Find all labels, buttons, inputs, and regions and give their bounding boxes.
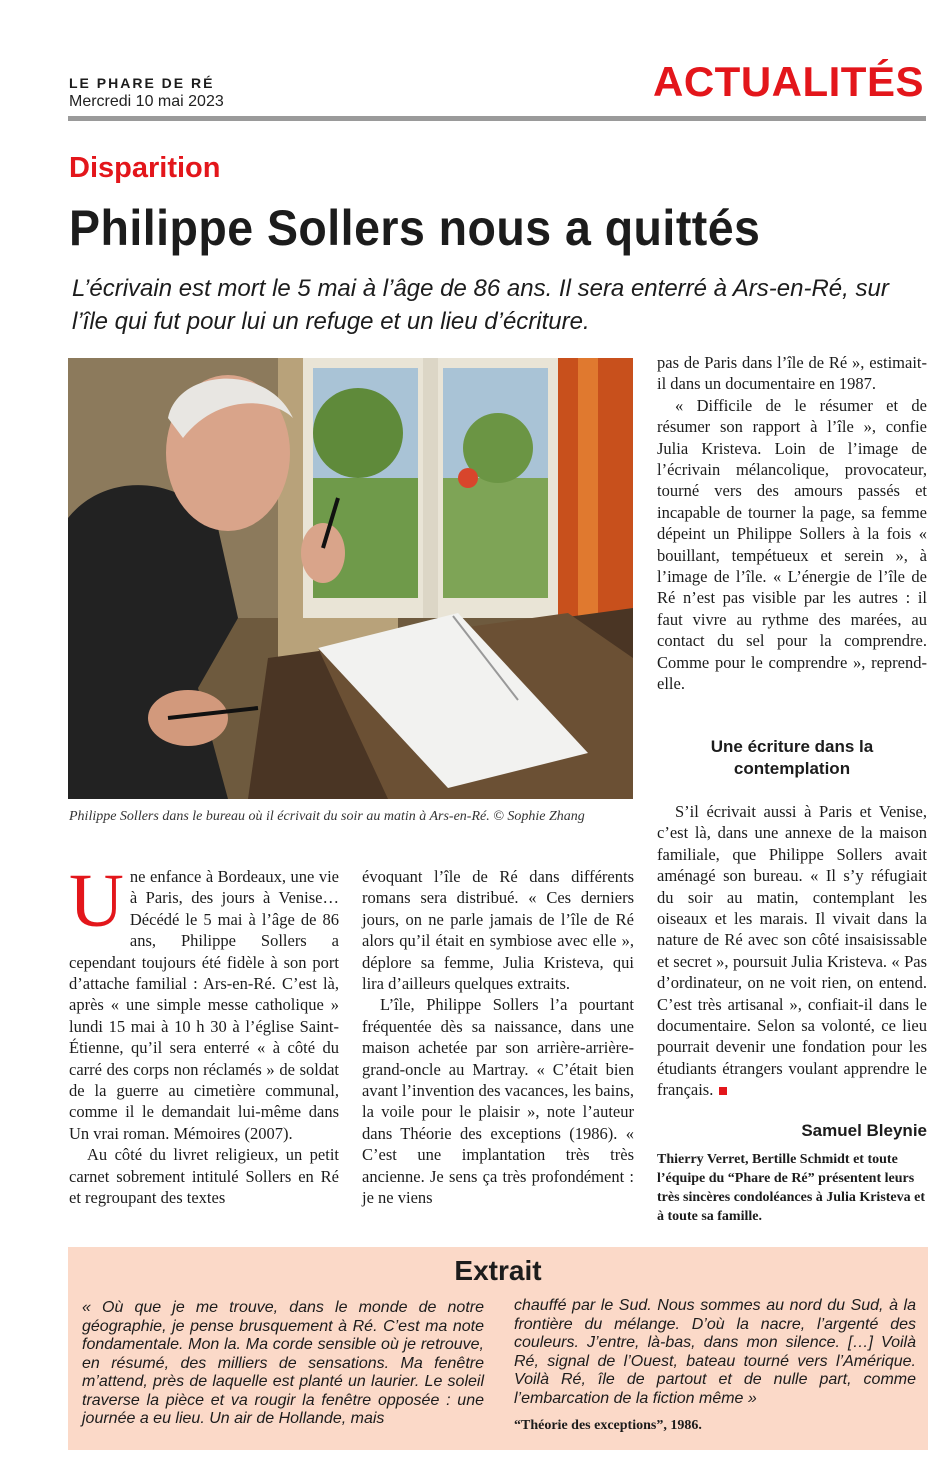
section-title: ACTUALITÉS [653,58,924,105]
article-subheading: Une écriture dans la contemplation [710,737,874,778]
extract-box [68,1247,928,1450]
condolences-note: Thierry Verret, Bertille Schmidt et toute l’équipe du “Phare de Ré” présentent leurs très sincères condoléances à Julia Kristeva et à toute sa famille. [657,1152,926,1224]
article-photo [68,358,633,799]
article-headline: Philippe Sollers nous a quittés [69,200,761,256]
article-paragraph: pas de Paris dans l’île de Ré », estimait-il dans un documentaire en 1987. [657,353,927,394]
article-column-1 [69,859,339,1209]
extract-source: “Théorie des exceptions”, 1986. [514,1418,702,1433]
article-paragraph [69,859,339,1144]
paragraph-text: ne enfance à Bordeaux, une vie à Paris, des jours à Venise… Décédé le 5 mai à l’âge de 86 ans, Philippe Sollers a cependant toujours été fidèle à son port d’attache familial : Ars-en-Ré. C’est là, après « une simple messe catholique » lundi 15 mai à 10 h 30 à l’église Saint-Étienne, qu’il sera enterré « à côté du carré des corps non réclamés » de soldat de la guerre au cimetière communal, comme il le demandait lui-même dans Un vrai roman. Mémoires (2007). [69,867,339,1143]
end-mark-icon [719,1087,727,1095]
article-paragraph: « Difficile de le résumer et de résumer son rapport à l’île », confie Julia Kristeva. Loin de l’image de l’écrivain mélancolique, provocateur, tourné vers des amours passés et incapable de tourner la page, sa femme dépeint un Philippe Sollers à la fois « bouillant, tempétueux et serein », à l’image de l’île. « L’énergie de l’île de Ré n’est pas visible par les autres : il faut vivre au rythme des marées, au contact du sel pour la comprendre. Comme pour le comprendre », reprend-elle. [657,395,927,694]
article-column-3-bottom [657,801,927,1101]
extract-title: Extrait [454,1255,542,1286]
article-paragraph [657,801,927,1101]
article-kicker: Disparition [69,152,221,184]
drop-cap: U [69,859,124,943]
article-paragraph: L’île, Philippe Sollers l’a pourtant fréquentée dès sa naissance, dans une maison achetée par son arrière-arrière-grand-oncle au Martray. « C’était bien avant l’invention des vacances, les bains, la voile pour le plaisir », note l’auteur dans Théorie des exceptions (1986). « C’est une implantation très très ancienne. Je sens ça très profondément : je ne viens [362,995,634,1208]
newspaper-name: LE PHARE DE RÉ [69,75,215,91]
header-rule [68,116,926,121]
article-author: Samuel Bleynie [801,1121,927,1140]
extract-text-right: chauffé par le Sud. Nous sommes au nord du Sud, à la frontière du mélange. D’où la nacre, l’argenté des couleurs. J’entre, là-bas, dans mon silence. […] Voilà Ré, signal de l’Ouest, bateau tourné vers l’Amérique. Voilà Ré, île de partout et de nulle part, comme l’embarcation de la fiction même » [514,1297,916,1407]
article-standfirst: L’écrivain est mort le 5 mai à l’âge de 86 ans. Il sera enterré à Ars-en-Ré, sur l’île qui fut pour lui un refuge et un lieu d’écriture. [72,275,889,335]
article-column-3-top [657,352,927,695]
article-paragraph: Au côté du livret religieux, un petit carnet sobrement intitulé Sollers en Ré et regroupant des textes [69,1145,339,1208]
extract-text-left: « Où que je me trouve, dans le monde de notre géographie, je pense brusquement à Ré. C’est ma note fondamentale. Mon la. Ma corde sensible où je retrouve, en résumé, des milliers de sensations. Ma fenêtre m’attend, près de laquelle est planté un laurier. Le soleil traverse la pièce et va rougir la fenêtre opposée : une journée a eu lieu. Un air de Hollande, mais [82,1299,484,1427]
photo-caption: Philippe Sollers dans le bureau où il écrivait du soir au matin à Ars-en-Ré. © Sophie Zhang [69,809,585,824]
article-paragraph: évoquant l’île de Ré dans différents romans sera distribué. « Ces derniers jours, on ne parle jamais de l’île de Ré alors qu’il était en symbiose avec elle », déplore sa femme, Julia Kristeva, qui lira d’ailleurs quelques extraits. [362,867,634,994]
issue-date: Mercredi 10 mai 2023 [69,93,224,110]
paragraph-text: S’il écrivait aussi à Paris et Venise, c’est là, dans une annexe de la maison familiale, que Philippe Sollers avait aménagé son bureau. « Il s’y réfugiait du soir au matin, contemplant les oiseaux et les marais. Il vivait dans la nature de Ré avec son côté insaisissable et secret », poursuit Julia Kristeva. « Pas d’ordinateur, on ne voit rien, on entend. C’est très artisanal », confiait-il dans le documentaire. Selon sa volonté, ce lieu pourrait devenir une fondation pour les étudiants étrangers voulant apprendre le français. [657,802,927,1100]
article-column-2 [362,866,634,1209]
